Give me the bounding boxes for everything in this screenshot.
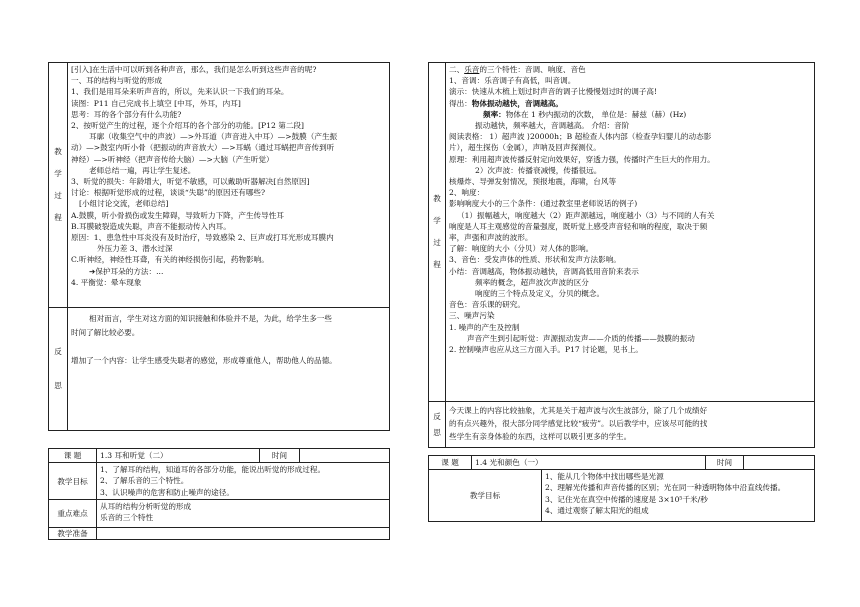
right-reflect-content [446,402,815,448]
right-lines-a [449,75,811,97]
right-process-label: 教学过程 [433,194,441,269]
right-topic-value: 1.4 光和颜色（一） [472,456,706,470]
left-key-item: 乐音的三个特性 [100,513,154,523]
left-topic-value: 1.3 耳和听觉（二） [97,449,260,463]
left-lesson-table [48,448,390,540]
text-line: 3、听觉的损失：年龄增大，听觉不敏感，可以戴助听器解决[自然原因] [71,177,310,187]
text-line: 读图：P11 自己完成书上填空 [中耳，外耳，内耳] [71,98,241,108]
text-line: 相对而言，学生对这方面的知识接触和体验并不是，为此，给学生多一些 [89,314,332,323]
text-line: 2. 控制噪声也应从这三方面入手。P17 讨论题，见书上。 [449,345,643,355]
left-process-table [48,62,390,431]
text-line: 1、音调：乐音调子有高低，叫音调。 [449,76,576,86]
left-prep-label: 教学准备 [49,528,97,540]
text-line: A.鼓膜，听小骨损伤或发生障碍，导致听力下降，产生传导性耳 [71,210,284,220]
text-line: 耳廓（收集空气中的声波）—>外耳道（声音进入中耳）—>鼓膜（产生振 [89,132,338,142]
right-goal-item: 3、记住光在真空中传播的速度是 3×10⁵千米/秒 [545,494,708,504]
text-line: 2）次声波：传播衰减慢，传播很远。 [475,165,602,175]
right-reflect-line: 的有点兴趣外，很大部分同学感觉比较“疲劳”。以后教学中，应该尽可能的找 [449,419,708,428]
text-line: 思考：耳的各个部分有什么功能? [71,109,182,119]
text-line [71,340,386,354]
text-line: 2、按听觉产生的过程，逐个介绍耳的各个部分的功能。[P12 第二段] [71,121,304,131]
left-key-points [97,500,390,528]
text-line: 动）—>鼓室内听小骨（把振动的声音放大）—>耳蜗（通过耳蜗把声音传到听 [71,143,335,153]
text-line: 阅读表格： 1）超声波 ⟩20000h；B 超检查人体内部（检查孕妇婴儿的动态影 [449,132,712,142]
text-line: 增加了一个内容：让学生感受失聪者的感觉，形成尊重他人，帮助他人的品德。 [71,356,337,365]
text-line: 片），超生探伤（金属），声呐及回声探测仪。 [449,143,601,153]
right-goals [542,470,815,522]
text-line: 1、我们是用耳朵来听声音的，所以，先来认识一下我们的耳朵。 [71,87,289,97]
left-topic-label: 课 题 [49,449,97,463]
left-reflect-lines [71,312,386,368]
left-key-label: 重点难点 [49,500,97,528]
right-reflect-label-cell [429,402,446,448]
right-goal-item: 2、理解光传播和声音传播的区别；光在同一种透明物体中沿直线传播。 [545,483,786,493]
right-process-label-cell [429,63,446,402]
right-goal-item: 4、通过观察了解太阳光的组成 [545,505,649,515]
right-process-content [446,63,815,402]
text-line: 一、耳的结构与听觉的形成 [71,76,163,86]
right-reflect-label: 反思 [433,411,441,437]
left-time-value [300,449,390,463]
left-process-content [68,63,390,308]
left-reflect-content [68,308,390,431]
right-goals-label: 教学目标 [429,470,542,522]
left-goal-item: 2、了解乐音的三个特性。 [100,476,189,486]
left-prep-value [97,528,390,540]
text-line: [引入]在生活中可以听到各种声音，那么，我们是怎么听到这些声音的呢? [71,65,317,74]
right-time-label: 时间 [706,456,744,470]
text-line: 时间了解比较必要。 [71,328,140,337]
text-line: 音色：音乐课的研究。 [449,300,525,310]
text-line: 原因：1、患急性中耳炎没有及时治疗，导致感染 2、巨声或打耳光形成耳膜内 [71,233,334,243]
left-goals-label: 教学目标 [49,463,97,500]
left-key-item: 从耳的结构分析听觉的形成 [100,502,192,512]
right-process-table [428,62,815,448]
right-goal-item: 1、能从几个物体中找出哪些是光源 [545,472,664,482]
right-reflect-line: 今天课上的内容比较抽象，尤其是关于超声波与次生波部分，除了几个成绩好 [449,406,708,415]
left-process-lines [71,64,386,288]
left-goals [97,463,390,500]
left-goal-item: 3、认识噪声的危害和防止噪声的途径。 [100,487,234,497]
left-goal-item: 1、了解耳的结构，知道耳的各部分功能，能说出听觉的形成过程。 [100,465,326,475]
text-line: 核爆炸、导弹发射情况，预报地震，海啸，台风等 [449,177,617,187]
text-line: 频率的概念，超声波次声波的区分 [475,277,589,287]
left-reflect-label: 反思 [54,347,62,390]
text-line: 响度是人耳主观感觉的音量强度，既听觉上感受声音轻和响的程度，取决于频 [449,221,708,231]
text-line: 3、音色：受发声体的性质、形状和发声方法影响。 [449,255,621,265]
right-heading: 二、乐音的三个特性：音调、响度、音色 [449,65,586,74]
text-line: 4. 平衡觉：晕车现象 [71,277,142,287]
text-line: 讨论：根据听觉形成的过程，谈谈“失聪”的原因还有哪些? [71,188,266,198]
right-time-value [744,456,815,470]
right-lines-b [449,120,811,355]
text-line: 声音产生到引起听觉：声源振动发声——介质的传播——鼓膜的振动 [467,333,695,343]
text-line: ➔保护耳朵的方法：... [89,266,164,276]
text-line: 演示：快速从木梳上划过时声音的调子比慢慢划过时的调子高! [449,87,658,97]
text-line: 率，声强和声波的波形。 [449,233,533,243]
text-line: 原理：利用超声波传播反射定向效果好，穿透力强，传播时产生巨大的作用力。 [449,154,715,164]
text-line: C.听神经，神经性耳聋，有关的神经损伤引起，药物影响。 [71,255,269,265]
left-process-label: 教学过程 [54,147,62,222]
text-line: 小结：音调越高，物体振动越快，音调高低用音阶来表示 [449,266,639,276]
right-reflect-line: 些学生有亲身体验的东西，这样可以吸引更多的学生。 [449,432,632,441]
right-frequency: 频率：物体在 1 秒内振动的次数， 单位是：赫兹（赫）(Hz) [483,109,687,119]
right-conclusion: 得出：物体振动越快，音调越高。 [449,98,563,108]
right-lesson-table [428,455,815,522]
right-topic-label: 课 题 [429,456,472,470]
text-line: 外压力差 3、潜水过深 [97,244,173,254]
text-line: 三、噪声污染 [449,311,495,321]
text-line: 2、响度： [449,188,485,198]
left-time-label: 时间 [260,449,300,463]
text-line: [小组讨论交流，老师总结] [79,199,169,209]
text-line: 了解：响度的大小（分贝）对人体的影响。 [449,244,594,254]
text-line: 老师总结一遍，再让学生复述。 [89,165,196,175]
text-line: B.耳膜破裂造成失聪，声音不能振动传入内耳。 [71,221,231,231]
text-line: 神经）—>听神经（把声音传给大脑）—>大脑（产生听觉） [71,154,274,164]
text-line: 影响响度大小的三个条件：(通过教室里老师说话的例子) [449,199,638,209]
text-line: （1）振幅越大，响度越大（2）距声源越远，响度越小（3）与不同的人有关 [457,210,715,220]
left-reflect-label-cell [49,308,68,431]
text-line: 振动越快，频率越大，音调越高。 介绍：音阶 [475,121,630,131]
text-line: 响度的三个特点及定义，分贝的概念。 [475,289,605,299]
left-process-label-cell [49,63,68,308]
text-line: 1. 噪声的产生及控制 [449,322,520,332]
